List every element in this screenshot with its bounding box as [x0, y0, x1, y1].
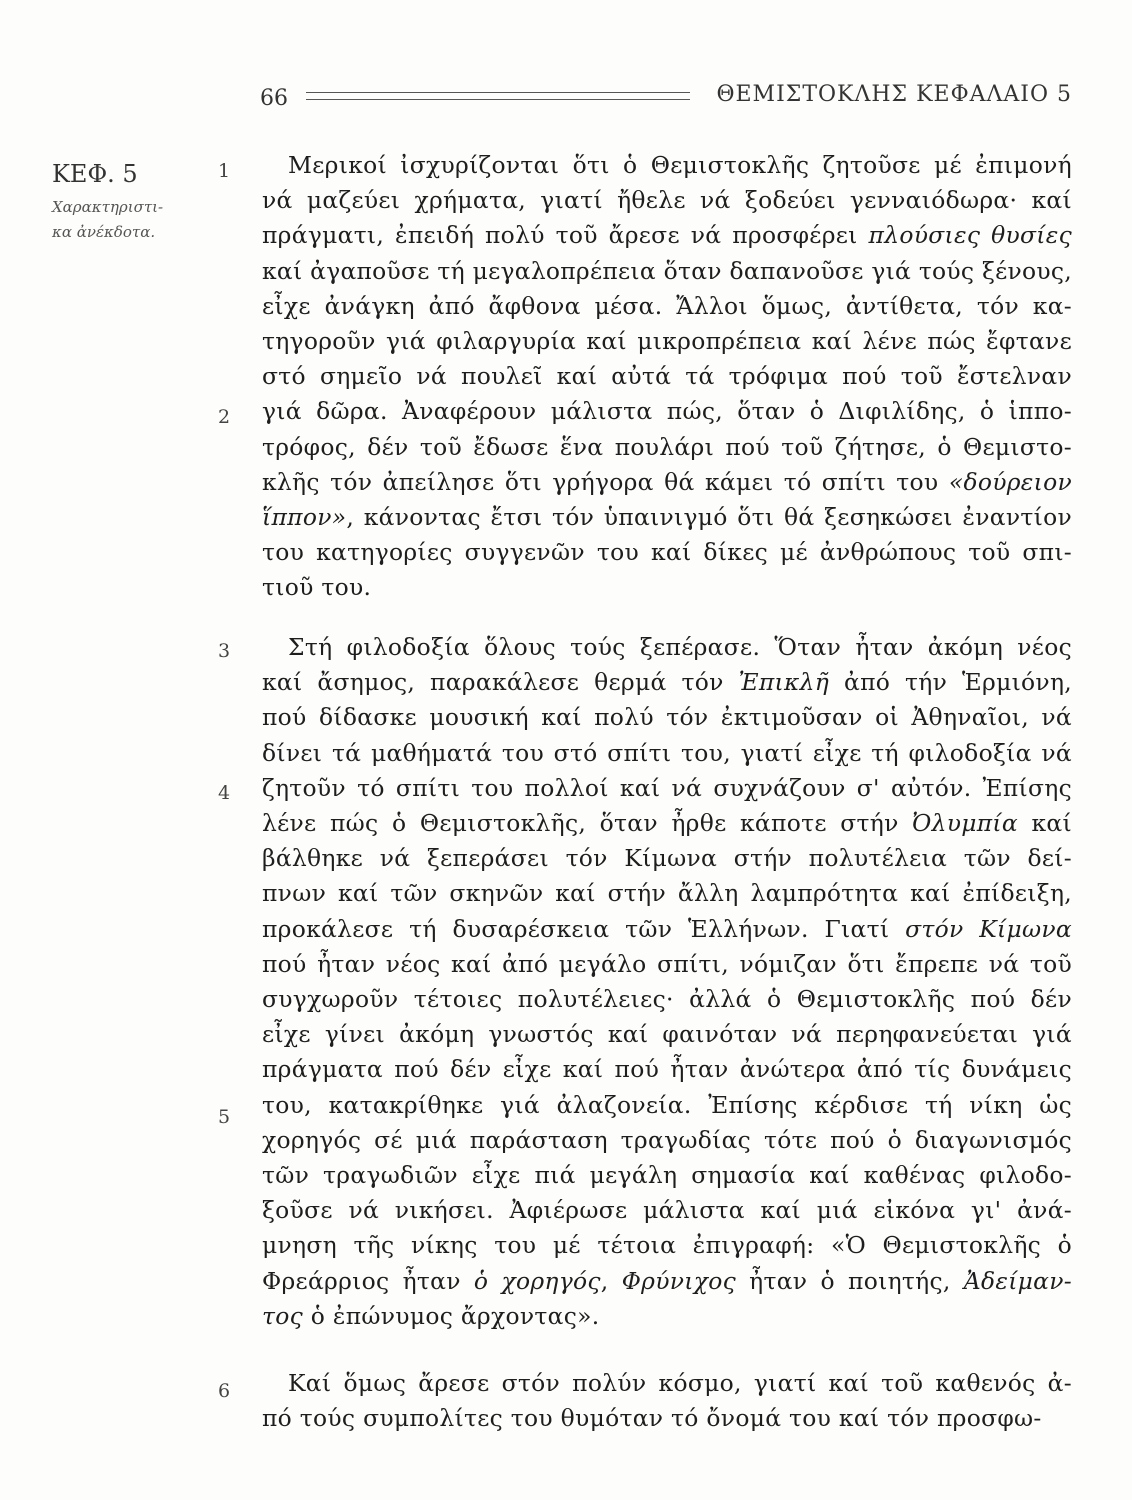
- italic-text: Ἐπικλῆ: [738, 668, 830, 697]
- text-line: [262, 736, 1072, 771]
- text-run: Καί ὅμως ἄρεσε στόν πολύν κόσμο, γιατί καί τοῦ καθενός ἀ-: [288, 1369, 1072, 1397]
- text-run: Στή φιλοδοξία ὅλους τούς ξεπέρασε. Ὅταν ἦταν ἀκόμη νέος: [288, 633, 1072, 661]
- margin-note: [52, 195, 202, 245]
- italic-text: πλούσιες θυσίες: [868, 221, 1072, 250]
- text-line: [262, 1228, 1072, 1263]
- margin-note-line: Χαρακτηριστι-: [52, 198, 164, 216]
- page-number: 66: [260, 86, 288, 111]
- text-run: πράγματι, ἐπειδή πολύ τοῦ ἄρεσε νά προσφέρει: [262, 221, 869, 250]
- text-run: εἶχε ἀνάγκη ἀπό ἄφθονα μέσα. Ἄλλοι ὅμως, ἀντίθετα, τόν κα-: [262, 291, 1072, 320]
- text-line: [262, 1052, 1072, 1087]
- paragraph-3: [262, 1366, 1072, 1436]
- text-run: ὁ ἐπώνυμος ἄρχοντας».: [303, 1301, 600, 1330]
- page-header: [260, 78, 1072, 118]
- text-run: καί: [1017, 809, 1072, 838]
- text-line: [262, 359, 1072, 394]
- text-line: [262, 1299, 1072, 1334]
- text-line: [262, 1264, 1072, 1299]
- text-run: εἶχε γίνει ἀκόμη γνωστός καί φαινόταν νά περηφανεύεται γιά: [262, 1020, 1072, 1049]
- text-run: καί ἀγαποῦσε τή μεγαλοπρέπεια ὅταν δαπανοῦσε γιά τούς ξένους,: [262, 256, 1072, 285]
- text-run: χορηγός σέ μιά παράσταση τραγωδίας τότε πού ὁ διαγωνισμός: [262, 1125, 1072, 1154]
- text-run: πού ἦταν νέος καί ἀπό μεγάλο σπίτι, νόμιζαν ὅτι ἔπρεπε νά τοῦ: [262, 949, 1072, 978]
- text-line: [262, 183, 1072, 218]
- text-line: [262, 465, 1072, 500]
- running-title: ΘΕΜΙΣΤΟΚΛΗΣ ΚΕΦΑΛΑΙΟ 5: [716, 82, 1072, 107]
- section-number-1: 1: [218, 160, 231, 182]
- text-run: ἦταν ὁ ποιητής,: [735, 1266, 964, 1295]
- text-line: [262, 218, 1072, 253]
- text-run: πό τούς συμπολίτες του θυμόταν τό ὄνομά του καί τόν προσφω-: [262, 1404, 1042, 1433]
- text-run: ζητοῦν τό σπίτι του πολλοί καί νά συχνάζουν σ' αὐτόν. Ἐπίσης: [262, 773, 1072, 802]
- section-number-2: 2: [218, 406, 231, 428]
- paragraph-1: [262, 148, 1072, 606]
- italic-text: Ὀλυμπία: [912, 809, 1018, 838]
- text-line: [262, 535, 1072, 570]
- text-line: [262, 1088, 1072, 1123]
- text-line: [262, 771, 1072, 806]
- text-run: πού δίδασκε μουσική καί πολύ τόν ἐκτιμοῦσαν οἱ Ἀθηναῖοι, νά: [262, 703, 1072, 732]
- section-number-5: 5: [218, 1106, 231, 1128]
- italic-text: στόν Κίμωνα: [905, 914, 1072, 943]
- text-line: [262, 841, 1072, 876]
- text-line: [262, 430, 1072, 465]
- text-line: [262, 254, 1072, 289]
- header-rule: [306, 92, 690, 100]
- text-run: του, κατακρίθηκε γιά ἀλαζονεία. Ἐπίσης κέρδισε τή νίκη ὡς: [262, 1090, 1072, 1119]
- text-run: λένε πώς ὁ Θεμιστοκλῆς, ὅταν ἦρθε κάποτε στήν: [262, 809, 913, 838]
- italic-text: Ἀδείμαν-: [963, 1266, 1072, 1295]
- text-run: ἀπό τήν Ἑρμιόνη,: [829, 668, 1072, 697]
- paragraph-2: [262, 630, 1072, 1334]
- text-run: κλῆς τόν ἀπείλησε ὅτι γρήγορα θά κάμει τό σπίτι του: [262, 467, 949, 496]
- text-run: , κάνοντας ἔτσι τόν ὑπαινιγμό ὅτι θά ξεσηκώσει ἐναντίον: [346, 503, 1072, 532]
- section-number-3: 3: [218, 640, 231, 662]
- text-run: τῶν τραγωδιῶν εἶχε πιά μεγάλη σημασία καί καθένας φιλοδο-: [262, 1161, 1072, 1190]
- text-line: [262, 570, 1072, 605]
- text-run: δίνει τά μαθήματά του στό σπίτι του, γιατί εἶχε τή φιλοδοξία νά: [262, 738, 1072, 767]
- text-run: γιά δῶρα. Ἀναφέρουν μάλιστα πώς, ὅταν ὁ Διφιλίδης, ὁ ἱππο-: [262, 397, 1072, 426]
- text-line: [262, 912, 1072, 947]
- italic-text: Φρύνιχος: [621, 1266, 736, 1295]
- italic-text: τος: [262, 1301, 304, 1330]
- text-run: βάλθηκε νά ξεπεράσει τόν Κίμωνα στήν πολυτέλεια τῶν δεί-: [262, 844, 1072, 873]
- text-line: [262, 876, 1072, 911]
- text-line: [262, 1193, 1072, 1228]
- section-number-4: 4: [218, 782, 231, 804]
- text-line: [262, 1123, 1072, 1158]
- italic-text: ὁ χορηγός: [473, 1266, 601, 1295]
- italic-text: «δούρειον: [948, 467, 1072, 496]
- text-line: [262, 148, 1072, 183]
- text-line: [262, 1158, 1072, 1193]
- section-number-6: 6: [218, 1380, 231, 1402]
- text-line: [262, 289, 1072, 324]
- text-run: Μερικοί ἰσχυρίζονται ὅτι ὁ Θεμιστοκλῆς ζητοῦσε μέ ἐπιμονή: [288, 151, 1072, 179]
- text-run: καί ἄσημος, παρακάλεσε θερμά τόν: [262, 668, 739, 697]
- text-line: [262, 324, 1072, 359]
- text-line: [262, 1017, 1072, 1052]
- text-run: συγχωροῦν τέτοιες πολυτέλειες· ἀλλά ὁ Θεμιστοκλῆς πού δέν: [262, 985, 1072, 1014]
- text-run: ,: [600, 1266, 622, 1295]
- text-line: [262, 700, 1072, 735]
- text-line: [262, 806, 1072, 841]
- text-line: [262, 982, 1072, 1017]
- text-line: [262, 665, 1072, 700]
- text-run: προκάλεσε τή δυσαρέσκεια τῶν Ἑλλήνων. Γιατί: [262, 914, 906, 943]
- margin-chapter-label: ΚΕΦ. 5: [52, 160, 138, 188]
- margin-note-line: κα ἀνέκδοτα.: [52, 223, 156, 241]
- text-run: τρόφος, δέν τοῦ ἔδωσε ἕνα πουλάρι πού τοῦ ζήτησε, ὁ Θεμιστο-: [262, 432, 1072, 461]
- italic-text: ἵππον»: [262, 503, 347, 532]
- text-line: [262, 1366, 1072, 1401]
- text-run: τιοῦ του.: [262, 573, 372, 602]
- text-run: του κατηγορίες συγγενῶν του καί δίκες μέ ἀνθρώπους τοῦ σπι-: [262, 538, 1072, 567]
- text-run: πράγματα πού δέν εἶχε καί πού ἦταν ἀνώτερα ἀπό τίς δυνάμεις: [262, 1055, 1072, 1084]
- text-run: ξοῦσε νά νικήσει. Ἀφιέρωσε μάλιστα καί μιά εἰκόνα γι' ἀνά-: [262, 1196, 1072, 1225]
- text-run: Φρεάρριος ἦταν: [262, 1266, 474, 1295]
- text-line: [262, 947, 1072, 982]
- text-line: [262, 500, 1072, 535]
- text-line: [262, 394, 1072, 429]
- text-run: νά μαζεύει χρήματα, γιατί ἤθελε νά ξοδεύει γενναιόδωρα· καί: [262, 186, 1072, 215]
- text-run: στό σημεῖο νά πουλεῖ καί αὐτά τά τρόφιμα πού τοῦ ἔστελναν: [262, 362, 1072, 391]
- text-run: τηγοροῦν γιά φιλαργυρία καί μικροπρέπεια καί λένε πώς ἔφτανε: [262, 327, 1072, 356]
- text-run: μνηση τῆς νίκης του μέ τέτοια ἐπιγραφή: «Ὁ Θεμιστοκλῆς ὁ: [262, 1231, 1072, 1260]
- text-line: [262, 1401, 1072, 1436]
- text-run: πνων καί τῶν σκηνῶν καί στήν ἄλλη λαμπρότητα καί ἐπίδειξη,: [262, 879, 1072, 908]
- text-line: [262, 630, 1072, 665]
